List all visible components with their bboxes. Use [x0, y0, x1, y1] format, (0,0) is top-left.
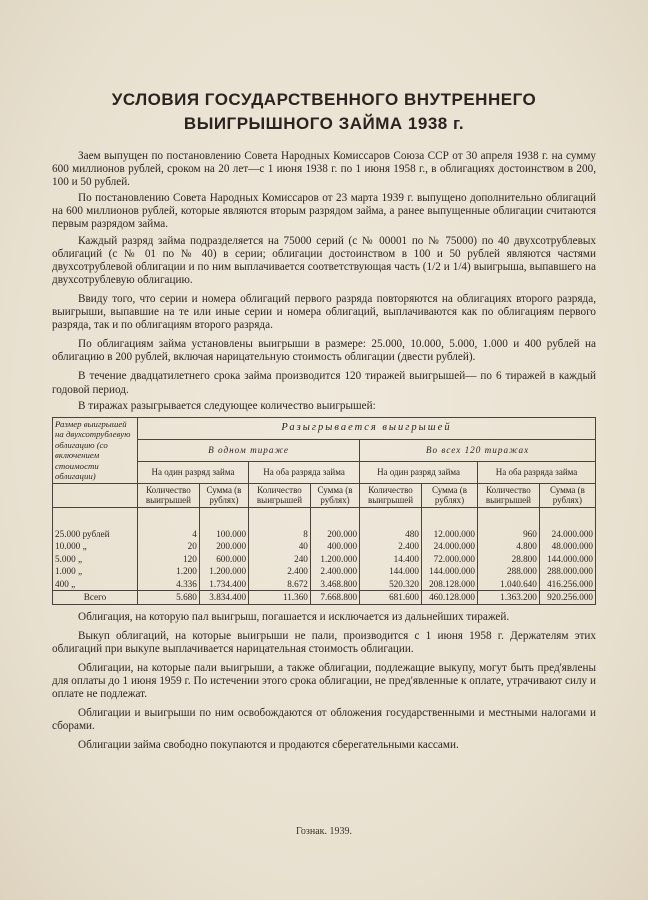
count-cell: 288.000	[478, 565, 540, 578]
count-cell: 8	[249, 528, 311, 541]
paragraph-table-intro: В тиражах разыгрывается следующее количество выигрышей:	[78, 399, 376, 412]
spacer-cell	[199, 507, 248, 528]
sum-cell: 1.734.400	[199, 578, 248, 591]
table-row	[53, 540, 596, 553]
count-cell: 120	[138, 553, 200, 566]
count-header: Количество выигрышей	[478, 483, 540, 507]
prize-size-cell: 400 „	[53, 578, 138, 591]
sum-cell: 7.668.800	[310, 591, 359, 605]
prize-size-cell: 5.000 „	[53, 553, 138, 566]
sum-header: Сумма (в рублях)	[421, 483, 477, 507]
count-cell: 4.336	[138, 578, 200, 591]
count-cell: 1.200	[138, 565, 200, 578]
paragraph-issue: Заем выпущен по постановлению Совета Народных Комиссаров Союза ССР от 30 апреля 1938 г. на сумму 600 миллионов рублей, сроком на 20 лет—с 1 июня 1938 г. по 1 июня 1958 г., в облигациях достоинством в 200, 100 и 50 рублей.	[52, 150, 596, 189]
table-row	[53, 565, 596, 578]
spacer-cell	[249, 507, 311, 528]
sum-cell: 200.000	[199, 540, 248, 553]
paragraph-prize-sizes: По облигациям займа установлены выигрыши в размере: 25.000, 10.000, 5.000, 1.000 и 400 рублей на облигацию в 200 рублей, включая нарицательную стоимость облигации (двести рублей).	[52, 338, 596, 364]
count-cell: 144.000	[360, 565, 422, 578]
count-cell: 11.360	[249, 591, 311, 605]
count-cell: 1.040.640	[478, 578, 540, 591]
paragraph-tax-exemption: Облигации и выигрыши по ним освобождаются от обложения государственными и местными налогами и сборами.	[52, 707, 596, 733]
sum-cell: 100.000	[199, 528, 248, 541]
sum-cell: 144.000.000	[539, 553, 595, 566]
count-cell: 240	[249, 553, 311, 566]
table-row	[53, 578, 596, 591]
paragraph-series: Каждый разряд займа подразделяется на 75000 серий (с № 00001 по № 75000) по 40 двухсотрублевых облигаций (с № 01 по № 40) в серии; облигации достоинством в 100 и 50 рублей являются частями двухсотрублевой облигации и по ним выплачивается соответствующая часть (1/2 и 1/4) выигрыша, выпавшего на двухсотрублевую облигацию.	[52, 234, 596, 286]
paragraph-claim-deadline: Облигации, на которые пали выигрыши, а также облигации, подлежащие выкупу, могут быть пред'явлены для оплаты до 1 июня 1959 г. По истечении этого срока облигации, не пред'явленные к оплате, утрачивают силу и оплате не подлежат.	[52, 661, 596, 701]
sum-cell: 144.000.000	[421, 565, 477, 578]
all-draws-header: Во всех 120 тиражах	[360, 439, 596, 461]
all-draws-one-category-header: На один разряд займа	[360, 461, 478, 483]
count-cell: 1.363.200	[478, 591, 540, 605]
one-draw-header: В одном тираже	[138, 439, 360, 461]
spacer-cell	[421, 507, 477, 528]
prizes-drawn-header: Разыгрывается выигрышей	[138, 417, 596, 439]
count-cell: 681.600	[360, 591, 422, 605]
paragraph-savings-banks: Облигации займа свободно покупаются и продаются сберегательными кассами.	[78, 739, 459, 752]
all-draws-both-categories-header: На оба разряда займа	[478, 461, 596, 483]
title-line-1: УСЛОВИЯ ГОСУДАРСТВЕННОГО ВНУТРЕННЕГО	[111, 90, 537, 109]
total-label: Всего	[53, 591, 138, 605]
prize-size-cell: 25.000 рублей	[53, 528, 138, 541]
sum-cell: 416.256.000	[539, 578, 595, 591]
paragraph-repeat-numbers: Ввиду того, что серии и номера облигаций первого разряда повторяются на облигациях второго разряда, выигрыши, выпавшие на те или иные серии и номера облигаций, выплачиваются как по облигациям первого разряда, так и по облигациям второго разряда.	[52, 292, 596, 332]
count-cell: 28.800	[478, 553, 540, 566]
spacer-cell	[138, 507, 200, 528]
prize-table	[52, 417, 596, 605]
document-title	[52, 88, 596, 136]
table-row	[53, 528, 596, 541]
sum-cell: 1.200.000	[310, 553, 359, 566]
paragraph-buyback: Выкуп облигаций, на которые выигрыши не пали, производится с 1 июня 1958 г. Держателям этих облигаций при выкупе выплачивается нарицательная стоимость облигации.	[52, 629, 596, 655]
sum-header: Сумма (в рублях)	[539, 483, 595, 507]
sum-header: Сумма (в рублях)	[199, 483, 248, 507]
sum-cell: 208.128.000	[421, 578, 477, 591]
count-header: Количество выигрышей	[249, 483, 311, 507]
count-cell: 5.680	[138, 591, 200, 605]
sum-cell: 2.400.000	[310, 565, 359, 578]
title-line-2: ВЫИГРЫШНОГО ЗАЙМА 1938 г.	[183, 114, 465, 133]
paragraph-second-category: По постановлению Совета Народных Комиссаров от 23 марта 1939 г. выпущено дополнительно облигаций на 600 миллионов рублей, которые являются вторым разрядом займа, а ранее выпущенные облигации считаются первым разрядом займа.	[52, 192, 596, 231]
count-cell: 8.672	[249, 578, 311, 591]
spacer-cell	[539, 507, 595, 528]
count-cell: 520.320	[360, 578, 422, 591]
sum-cell: 24.000.000	[539, 528, 595, 541]
table-row	[53, 553, 596, 566]
sum-cell: 460.128.000	[421, 591, 477, 605]
one-draw-both-categories-header: На оба разряда займа	[249, 461, 360, 483]
sum-cell: 600.000	[199, 553, 248, 566]
spacer-cell	[310, 507, 359, 528]
sum-cell: 400.000	[310, 540, 359, 553]
spacer-cell	[478, 507, 540, 528]
count-header: Количество выигрышей	[138, 483, 200, 507]
paragraph-draw-count: В течение двадцатилетнего срока займа производится 120 тиражей выигрышей— по 6 тиражей в каждый годовой период.	[52, 370, 596, 396]
spacer-cell	[53, 507, 138, 528]
sum-header: Сумма (в рублях)	[310, 483, 359, 507]
one-draw-one-category-header: На один разряд займа	[138, 461, 249, 483]
empty-cell	[53, 483, 138, 507]
spacer-cell	[360, 507, 422, 528]
count-cell: 40	[249, 540, 311, 553]
sum-cell: 1.200.000	[199, 565, 248, 578]
sum-cell: 24.000.000	[421, 540, 477, 553]
sum-cell: 920.256.000	[539, 591, 595, 605]
count-cell: 2.400	[249, 565, 311, 578]
sum-cell: 12.000.000	[421, 528, 477, 541]
paragraph-redemption-on-win: Облигация, на которую пал выигрыш, погашается и исключается из дальнейших тиражей.	[78, 610, 510, 623]
sum-cell: 3.468.800	[310, 578, 359, 591]
sum-cell: 200.000	[310, 528, 359, 541]
count-header: Количество выигрышей	[360, 483, 422, 507]
prize-size-cell: 10.000 „	[53, 540, 138, 553]
count-cell: 4.800	[478, 540, 540, 553]
count-cell: 14.400	[360, 553, 422, 566]
printer-imprint: Гознак. 1939.	[295, 826, 352, 837]
count-cell: 480	[360, 528, 422, 541]
sum-cell: 48.000.000	[539, 540, 595, 553]
count-cell: 960	[478, 528, 540, 541]
count-cell: 4	[138, 528, 200, 541]
sum-cell: 72.000.000	[421, 553, 477, 566]
count-cell: 2.400	[360, 540, 422, 553]
table-total-row	[53, 591, 596, 605]
count-cell: 20	[138, 540, 200, 553]
prize-size-header: Размер выигрышей на двухсотрублевую облигацию (со включением стоимости облигации)	[53, 417, 138, 483]
prize-size-cell: 1.000 „	[53, 565, 138, 578]
sum-cell: 3.834.400	[199, 591, 248, 605]
sum-cell: 288.000.000	[539, 565, 595, 578]
